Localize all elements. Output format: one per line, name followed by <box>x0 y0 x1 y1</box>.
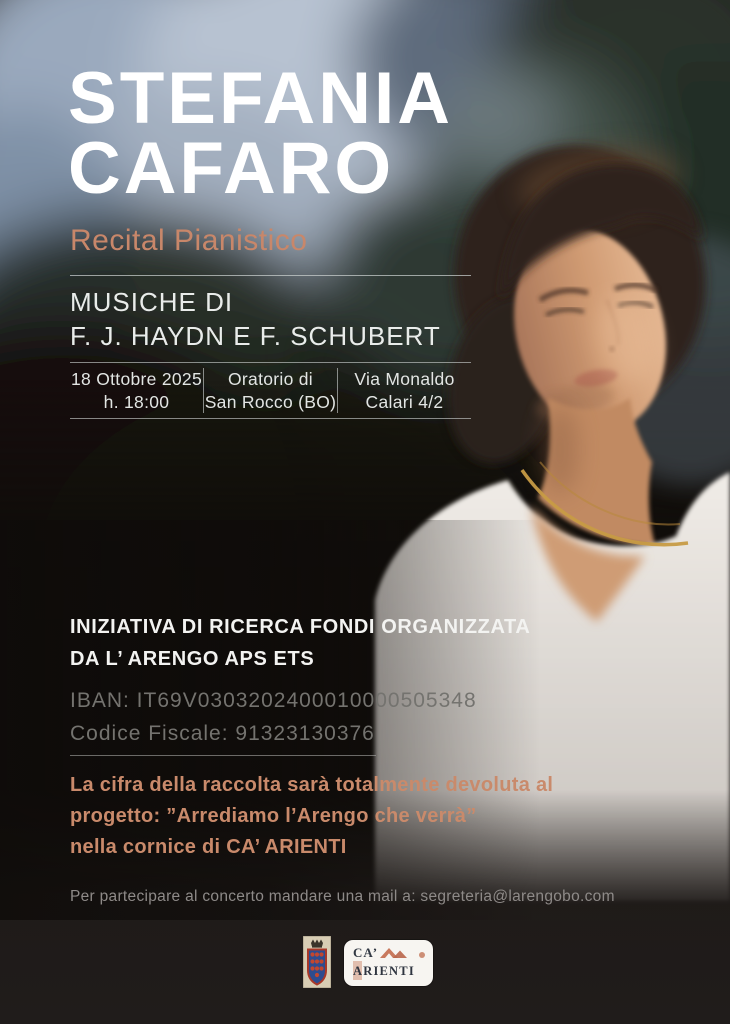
divider-line <box>70 275 471 276</box>
event-datetime: 18 Ottobre 2025 h. 18:00 <box>71 368 202 412</box>
ca-arienti-dot <box>419 952 425 958</box>
artist-name-line2: CAFARO <box>68 128 395 210</box>
event-venue: Oratorio di San Rocco (BO) <box>204 368 337 412</box>
bank-details <box>70 685 477 750</box>
donation-note <box>70 770 553 864</box>
event-address: Via Monaldo Calari 4/2 <box>354 368 455 412</box>
program-line2: F. J. HAYDN E F. SCHUBERT <box>70 320 441 351</box>
iban-value: IBAN: IT69V0303202400010000505348 <box>70 689 477 712</box>
fundraising-heading <box>70 611 530 675</box>
program-title <box>70 286 441 354</box>
codice-fiscale-value: Codice Fiscale: 91323130376 <box>70 721 375 745</box>
donation-note-line3: nella cornice di CA’ ARIENTI <box>70 836 347 859</box>
ca-arienti-text-ca: CA’ <box>353 945 379 960</box>
event-info-strip <box>70 362 471 419</box>
donation-note-line2: progetto: ”Arrediamo l’Arengo che verrà” <box>70 805 477 828</box>
ca-arienti-text-arienti: ARIENTI <box>353 964 415 978</box>
house-roof-icon <box>378 944 408 960</box>
fundraising-heading-line2: DA L’ ARENGO APS ETS <box>70 648 315 670</box>
artist-name-line1: STEFANIA <box>68 58 453 139</box>
program-line1: MUSICHE DI <box>70 287 234 317</box>
artist-name <box>68 58 453 210</box>
divider-line <box>70 755 376 756</box>
fundraising-heading-line1: INIZIATIVA DI RICERCA FONDI ORGANIZZATA <box>70 616 531 638</box>
arengo-crest-icon <box>303 936 331 988</box>
recital-subtitle: Recital Pianistico <box>70 224 308 257</box>
ca-arienti-logo <box>344 940 433 986</box>
donation-note-line1: La cifra della raccolta sarà totalmente devoluta al <box>70 774 554 796</box>
contact-email-line: Per partecipare al concerto mandare una mail a: segreteria@larengobo.com <box>70 888 615 905</box>
